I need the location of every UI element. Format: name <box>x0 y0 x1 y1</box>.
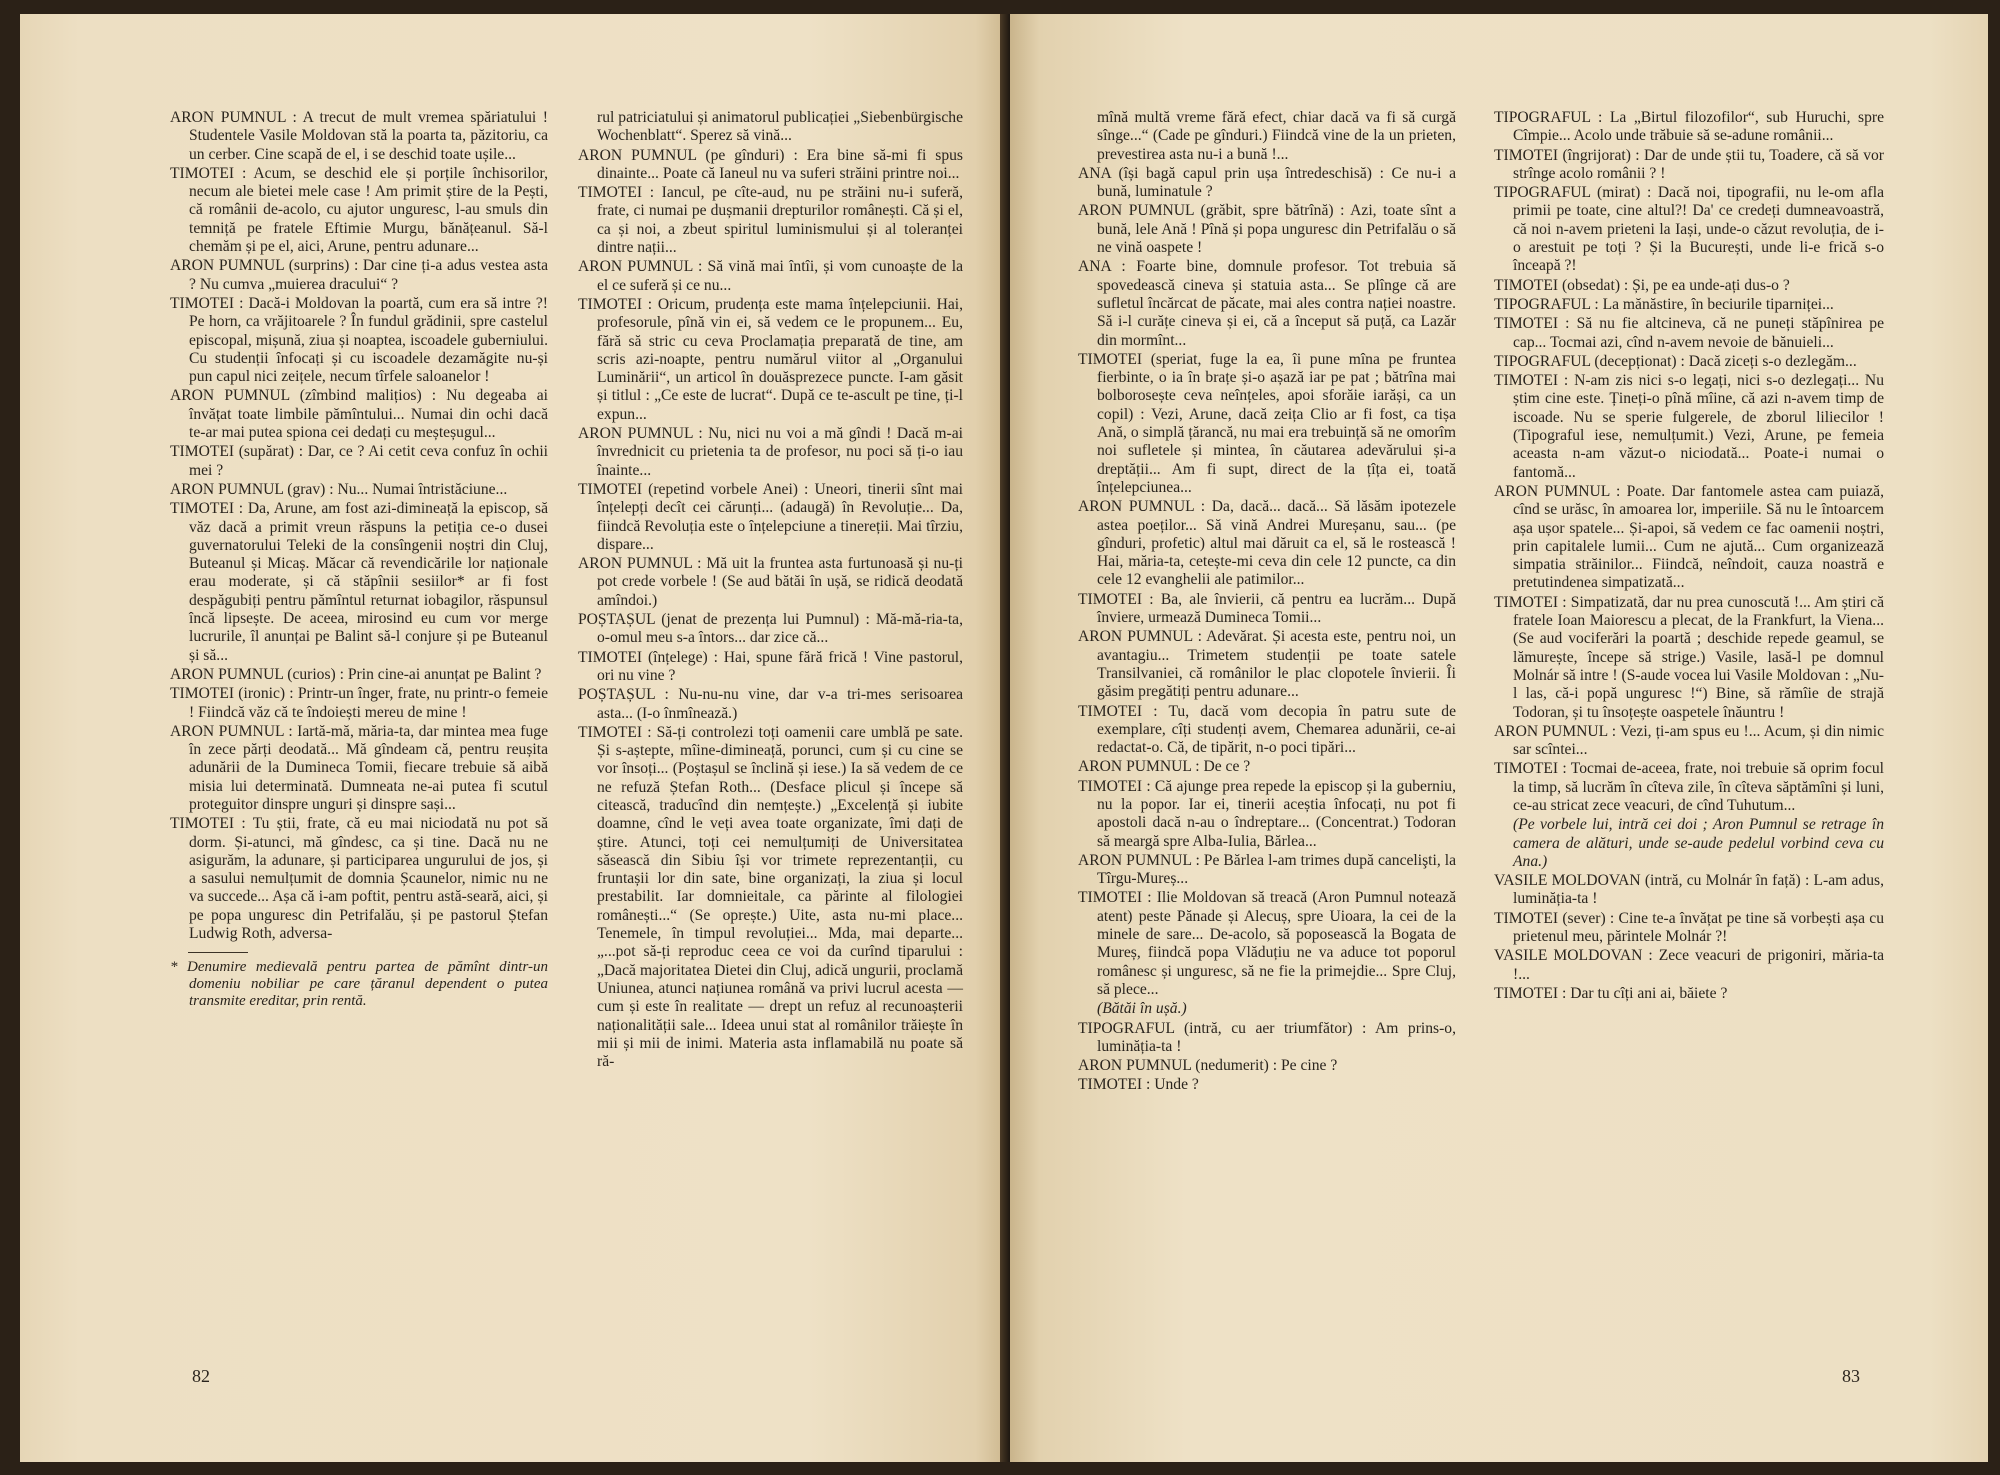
dialogue-line: TIPOGRAFUL : La mănăstire, în beciurile tiparniței... <box>1494 295 1834 313</box>
dialogue-line: TIMOTEI : Da, Arune, am fost azi-dimineață la episcop, să văz dacă a primit vreun răspuns la petiția ce-o dusei guvernatorului Teleki de la consîngenii noștri din Cluj, Buteanul și Micaș. Măcar că revendicările lor naționale erau moderate, și că stăpînii sesiilor* ar fi fost despăgubiți pentru pămîntul returnat iobagilor, răspunsul încă lipsește. De aceea, mirosind eu cum vor merge lucrurile, îl anunțai pe Balint să-l conjure și pe Buteanul și să... <box>170 500 548 664</box>
dialogue-line: TIMOTEI : Ba, ale învierii, că pentru ea lucrăm... După înviere, urmează Dumineca Tomii... <box>1078 590 1456 627</box>
dialogue-line: ARON PUMNUL (grav) : Nu... Numai întristăciune... <box>170 480 508 498</box>
page-number-right: 83 <box>1842 1366 1860 1386</box>
dialogue-line: TIMOTEI : Tocmai de-aceea, frate, noi trebuie să oprim focul la timp, să lucrăm în cîteva zile, în cîteva săptămîni și luni, ce-au stricat zece veacuri, de cînd Tuhutum... <box>1494 760 1884 814</box>
dialogue-line: TIMOTEI : Iancul, pe cîte-aud, nu pe străini nu-i suferă, frate, ci numai pe dușmanii drepturilor românești. Că și el, ca și noi, a zbeut spiritul luminismului și al toleranței dintre nații... <box>578 184 963 257</box>
dialogue-line: POȘTAȘUL : Nu-nu-nu vine, dar v-a tri-mes serisoarea asta... (I-o înmînează.) <box>578 686 963 722</box>
dialogue-line: ARON PUMNUL : Iartă-mă, măria-ta, dar mintea mea fuge în zece părți deodată... Mă gîndeam că, pentru reușita adunării de la Duminecа Tomii, fiecare trebuie să aibă misia lui determinată. Dumneata ne-ai putea fi scutul proteguitor dinspre unguri și dinspre sași... <box>170 722 548 813</box>
dialogue-line: TIMOTEI : Unde ? <box>1078 1076 1199 1094</box>
dialogue-line: mînă multă vreme fără efect, chiar dacă va fi să curgă sînge...“ (Cade pe gînduri.) Fiindcă vine de la un prieten, prevestirea asta nu-i a bună !... <box>1097 109 1456 163</box>
dialogue-line: TIMOTEI : Că ajunge prea repede la episcop și la guberniu, nu la popor. Iar ei, tinerii aceștia înfocați, nu pot fi apostoli dacă n-au o îndreptare... (Concentrat.) Todoran să meargă spre Alba-Iulia, Bărlea... <box>1078 777 1456 850</box>
dialogue-line: TIMOTEI (sever) : Cine te-a învățat pe tine să vorbești așa cu prietenul meu, părintele Molnár ?! <box>1494 909 1884 946</box>
dialogue-line: TIMOTEI : Să nu fie altcineva, că ne puneți stăpînirea pe cap... Tocmai azi, cînd n-avem nevoie de bănuieli... <box>1494 315 1884 351</box>
dialogue-line: TIMOTEI : Dar tu cîți ani ai, băiete ? <box>1494 984 1728 1002</box>
dialogue-line: TIPOGRAFUL (intră, cu aer triumfător) : Am prins-o, luminăția-ta ! <box>1078 1019 1456 1055</box>
left-page-column-2 <box>578 109 963 1072</box>
dialogue-line: TIMOTEI : Simpatizată, dar nu prea cunoscută !... Am știri că fratele Ioan Maiorescu a plecat, de la Frankfurt, la Viena... (Se aud vociferări la poartă ; deschide repede geamul, se lămurește, începe să strige.) Vasile, lasă-l pe domnul Molnár să intre ! (S-aude vocea lui Vasile Moldovan : „Nu-l las, că-i popă unguresc !“) Bine, să rămîie de strajă Todoran, și tu însoțește oaspetele înăuntru ! <box>1494 593 1884 721</box>
dialogue-line: ARON PUMNUL : De ce ? <box>1078 758 1251 776</box>
dialogue-line: ARON PUMNUL : Poate. Dar fantomele astea cam puiază, cînd se urăsc, în amoarea lor, imperiile. Să nu le întoarcem așa ușor spatele... Și-apoi, să vedem ce fac oamenii noștri, prin capitalele lumii... Cum ne ajută... Cum organizează simpatia străinilor... Fiindcă, neîndoit, cauza noastră e pretutindenea simpatizată... <box>1494 482 1884 592</box>
dialogue-line: TIMOTEI (înțelege) : Hai, spune fără frică ! Vine pastorul, ori nu vine ? <box>578 648 963 684</box>
dialogue-line: TIMOTEI (îngrijorat) : Dar de unde știi tu, Toadere, că să vor strînge acolo românii ? ! <box>1494 146 1884 182</box>
dialogue-line: TIMOTEI : Ilie Moldovan să treacă (Aron Pumnul notează atent) peste Pănade și Alecuș, spre Uioara, la cei de la minele de sare... De-acolo, să poposească la Bogata de Mureș, fiindcă popa Vlăduțiu ne va aduce tot poporul românesc și unguresc, să ne fie la primejdie... Spre Cluj, să plece... <box>1078 889 1456 998</box>
footnote: * Denumire medievală pentru partea de pămînt dintr-un domeniu nobiliar pe care țăranul dependent o putea transmite ereditar, prin rentă. <box>170 959 548 1010</box>
dialogue-line: ANA : Foarte bine, domnule profesor. Tot trebuia să spovedească cineva și statuia asta... Se plînge că are sufletul încărcat de păcate, mai ales contra nației noastre. Să i-l curățe cineva și ei, că a început să puță, ca Lazăr din mormînt... <box>1078 258 1456 349</box>
right-page <box>1010 14 1988 1462</box>
footnote-rule <box>188 952 248 953</box>
dialogue-line: TIMOTEI (repetind vorbele Anei) : Uneori, tinerii sînt mai înțelepți decît cei cărunți... (adaugă) în Revoluție... Da, fiindcă Revoluția este o înțelepciune a tinereții. Mai tîrziu, dispare... <box>578 480 963 553</box>
right-page-column-2 <box>1494 109 1884 1004</box>
dialogue-line: TIMOTEI (supărat) : Dar, ce ? Ai cetit ceva confuz în ochii mei ? <box>170 443 548 479</box>
dialogue-line: VASILE MOLDOVAN : Zece veacuri de prigoniri, măria-ta !... <box>1494 947 1884 983</box>
dialogue-line: ARON PUMNUL (curios) : Prin cine-ai anunțat pe Balint ? <box>170 665 542 683</box>
dialogue-line: ARON PUMNUL : Vezi, ți-am spus eu !... Acum, și din nimic sar scînteі... <box>1494 722 1884 759</box>
dialogue-line: ARON PUMNUL : Adevărat. Și acesta este, pentru noi, un avantagiu... Trimetem studenții pe toate satele Transilvaniei, că românilor le plac clopotele învierii. Îi găsim pregătiți pentru adunare... <box>1078 628 1456 701</box>
dialogue-line: ARON PUMNUL (grăbit, spre bătrînă) : Azi, toate sînt a bună, lele Ană ! Pînă și popa unguresc din Petrifalău o să ne vină oaspete ! <box>1078 202 1456 257</box>
dialogue-line: ARON PUMNUL (pe gînduri) : Era bine să-mi fi spus dinainte... Poate că Ianeul nu va suferi străini printre noi... <box>578 146 963 182</box>
right-page-column-1 <box>1078 109 1456 1096</box>
dialogue-line: POȘTAȘUL (jenat de prezența lui Pumnul) : Mă-mă-ria-ta, o-omul meu s-a întors... dar zice că... <box>578 611 963 647</box>
dialogue-line: ARON PUMNUL : Da, dacă... dacă... Să lăsăm ipotezele astea poeților... Să vină Andrei Mureșanu, sau... (pe gînduri, profetic) altul mai dăruit ca el, să le rostească ! Hai, măria-ta, cetește-mi ceva din cele 12 puncte, ca din cele 12 evanghelii ale patimilor... <box>1078 498 1456 589</box>
dialogue-line: ARON PUMNUL : Pe Bărlea l-am trimes după cancelişti, la Tîrgu-Mureș... <box>1078 851 1456 888</box>
dialogue-line: TIMOTEI : Dacă-i Moldovan la poartă, cum era să intre ?! Pe horn, ca vrăjitoarele ? În fundul grădinii, spre castelul episcopal, mișună, ziua și noaptea, iscoadele guberniului. Cu studenții înfocați și cu iscoadele dezamăgite nu-și pun capul nici zeițele, necum tîrfele saloanelor ! <box>170 294 548 386</box>
dialogue-line: ARON PUMNUL : A trecut de mult vremea spăriatului ! Studentele Vasile Moldovan stă la poarta ta, păzitoriu, ca un cerber. Cine scapă de el, i se deschid toate ușile... <box>170 109 548 163</box>
dialogue-line: TIPOGRAFUL : La „Birtul filozofilor“, sub Huruchi, spre Cîmpie... Acolo unde trăbuie să se-adune românii... <box>1494 109 1884 145</box>
dialogue-line: TIPOGRAFUL (decepționat) : Dacă ziceți s-o dezlegăm... <box>1494 352 1857 370</box>
dialogue-line: TIMOTEI (ironic) : Printr-un înger, frate, nu printr-o femeie ! Fiindcă văz că te îndoiești mereu de mine ! <box>170 685 548 721</box>
dialogue-line: ARON PUMNUL : Mă uit la fruntea asta furtunoasă și nu-ți pot crede vorbele ! (Se aud bătăi în ușă, se ridică deodată amîndoi.) <box>578 555 963 609</box>
dialogue-line: TIMOTEI : N-am zis nici s-o legați, nici s-o dezlegați... Nu știm cine este. Țineți-o pînă mîine, că azi n-avem timp de iscoade. Nu se sperie fulgerele, de zborul liliecilor ! (Tipograful iese, nemulțumit.) Vezi, Arune, pe femeia aceasta n-am văzut-o niciodată... Poate-i numai o fantomă... <box>1494 372 1884 481</box>
dialogue-line: ARON PUMNUL : Să vină mai întîi, și vom cunoaște de la el ce suferă și ce nu... <box>578 258 963 294</box>
page-number-left: 82 <box>192 1366 210 1386</box>
dialogue-line: ARON PUMNUL : Nu, nici nu voi a mă gîndi ! Dacă m-ai învrednicit cu prietenia ta de profesor, nu poci să ți-o iau înainte... <box>578 425 963 479</box>
dialogue-line: VASILE MOLDOVAN (intră, cu Molnár în față) : L-am adus, luminăția-ta ! <box>1494 872 1884 908</box>
dialogue-line: ANA (își bagă capul prin ușa întredeschisă) : Ce nu-i a bună, luminatule ? <box>1078 164 1456 201</box>
dialogue-line: ARON PUMNUL (nedumerit) : Pe cine ? <box>1078 1057 1338 1075</box>
dialogue-line: TIMOTEI : Tu știi, frate, că eu mai niciodată nu pot să dorm. Și-atunci, mă gîndesc, ca și tine. Dacă nu ne asigurăm, la adunare, și participarea ungurului de jos, și a sasului nemulțumit de domnia Șcaunelor, nimic nu ne va succede... Așa că i-am poftit, pentru astă-seară, aici, și pe popa unguresc din Petrifalău, și pe pastorul Ștefan Ludwig Roth, adversa- <box>170 815 548 943</box>
dialogue-line: TIMOTEI : Tu, dacă vom decopia în patru sute de exemplare, cîți studenți avem, Chemarea adunării, ce-ai redactat-o. Că, de tipărit, n-o poci tipări... <box>1078 702 1456 757</box>
stage-direction: (Bătăi în ușă.) <box>1097 1000 1187 1018</box>
dialogue-line: TIMOTEI (speriat, fuge la ea, îi pune mîna pe fruntea fierbinte, o ia în brațe și-o așază iar pe pat ; bătrîna mai bolborosește ceva neînțeles, apoi sforăie iarăși, ca un copil) : Vezi, Arune, dacă zeița Clio ar fi fost, ca tișa Ană, o simplă țărancă, nu mai era trebuință să ne omorîm noi sufletele și mintea, în căutarea adevărului și-a dreptății... Am fi supt, direct de la țîța ei, toată înțelepciunea... <box>1078 350 1456 496</box>
dialogue-line: TIMOTEI : Să-ți controlezi toți oamenii care umblă pe sate. Și s-aștepte, mîine-dimineață, porunci, cum și cu cine se vor însoți... (Poștașul se înclină și iese.) Ia să vedem de ce ne refuză Ștefan Roth... (Desface plicul și începe să citească, traducînd din nemțește.) „Excelență și iubite doamne, cînd le veți avea toate organizate, îmi dați de știre. Atunci, toți cei nemulțumiți de Universitatea săsească din Sibiu își vor trimete reprezentanții, cu fruntașii lor din sate, bine organizați, la ziua și locul prestabilit. Iar domnieitale, ca părinte al filologiei românești...“ (Se oprește.) Uite, asta nu-mi place... Tenemele, în timpul revoluției... Mda, mai departe... „...pot să-ți reproduc ceea ce voi da curînd tiparului : „Dacă majoritatea Dietei din Cluj, adică ungurii, proclamă Uniunea, atunci națiunea română va privi lucrul acesta — cum și este în realitate — drept un refuz al recunoașterii naționalității sale... Ideea unui stat al românilor trăiește în mii și mii de inimi. Materia asta inflamabilă nu poate să ră- <box>578 723 963 1071</box>
left-page <box>20 14 1005 1462</box>
dialogue-line: TIMOTEI (obsedat) : Și, pe ea unde-ați dus-o ? <box>1494 276 1790 294</box>
stage-direction: (Pe vorbele lui, intră cei doi ; Aron Pumnul se retrage în camera de alături, unde se-aude pedelul vorbind ceva cu Ana.) <box>1513 816 1884 870</box>
dialogue-line: rul patriciatului și animatorul publicației „Siebenbürgische Wochenblatt“. Sperez să vină... <box>597 109 963 145</box>
left-page-column-1 <box>170 109 548 1011</box>
dialogue-line: TIPOGRAFUL (mirat) : Dacă noi, tipografii, nu le-om afla primii pe toate, cine altul?! Da' ce credeți dumneavoastră, că noi n-avem prieteni la Iași, unde-o căzut revoluția, de i-o arestuit pe toți ? Și la București, unde li-e frică s-o înceapă ?! <box>1494 184 1884 275</box>
dialogue-line: TIMOTEI : Acum, se deschid ele și porțile închisorilor, necum ale bietei mele case ! Am primit știre de la Pești, că românii de-acolo, cu ajutor unguresc, l-au smuls din temniță pe fratele Eftimie Murgu, bănățeanul. Să-l chemăm și pe el, aici, Arune, pentru adunare... <box>170 164 548 256</box>
dialogue-line: TIMOTEI : Oricum, prudența este mama înțelepciunii. Hai, profesorule, pînă vin ei, să vedem ce le propunem... Eu, fără să stric cu ceva Proclamația preparată de tine, am scris azi-noapte, pentru numărul viitor al „Organului Luminării“, un articol în douăsprezece puncte. I-am găsit și titlul : „Ce este de lucrat“. După ce te-ascult pe tine, ți-l expun... <box>578 295 963 423</box>
dialogue-line: ARON PUMNUL (zîmbind malițios) : Nu degeaba ai învățat toate limbile pămîntului... Numai din ochi dacă te-ar mai putea spiona cei dedați cu meșteșugul... <box>170 387 548 442</box>
dialogue-line: ARON PUMNUL (surprins) : Dar cine ți-a adus vestea asta ? Nu cumva „muierea dracului“ ? <box>170 257 548 293</box>
